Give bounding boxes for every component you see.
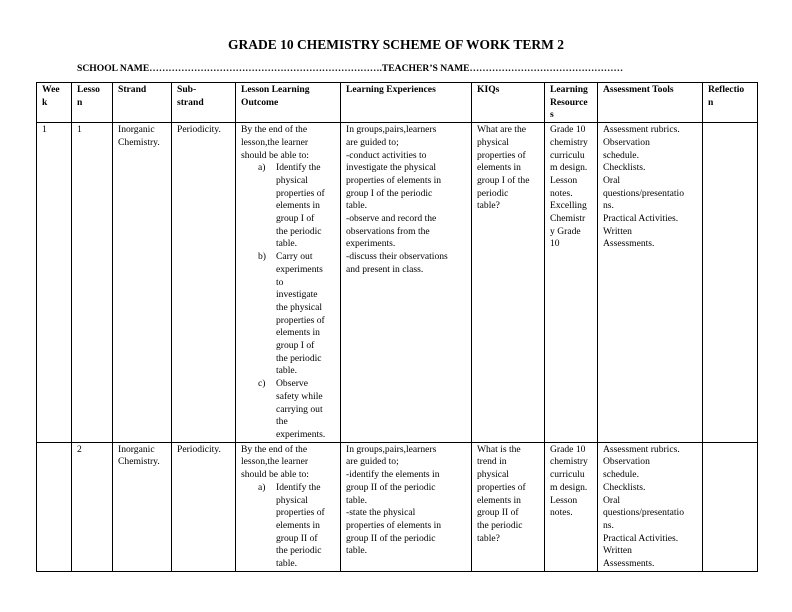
item-text: Carry out experiments to investigate the physical properties of elements in group I of the periodic table. [276, 251, 325, 377]
header-week: Wee k [37, 83, 72, 123]
outcome-item [241, 251, 335, 378]
substrand-cell: Periodicity. [172, 442, 236, 571]
lesson-cell: 1 [72, 123, 113, 443]
table-row [37, 442, 758, 571]
item-text: Observe safety while carrying out the experiments. [276, 378, 326, 440]
kiqs-cell: What is the trend in physical properties of elements in group II of the periodic table? [472, 442, 545, 571]
outcome-cell [236, 123, 341, 443]
header-row [37, 83, 758, 123]
experiences-cell: In groups,pairs,learners are guided to; -identify the elements in group II of the periodic table. -state the physical properties of elements in group II of the periodic table. [341, 442, 472, 571]
table-row [37, 123, 758, 443]
header-resources: Learning Resource s [545, 83, 598, 123]
scheme-of-work-table [36, 82, 758, 572]
item-marker: c) [258, 378, 266, 390]
header-lesson: Lesso n [72, 83, 113, 123]
assessment-cell: Assessment rubrics. Observation schedule. Checklists. Oral questions/presentatio ns. Practical Activities. Written Assessments. [598, 442, 703, 571]
outcome-item [241, 482, 335, 571]
outcome-item [241, 378, 335, 442]
outcome-cell [236, 442, 341, 571]
outcome-intro: By the end of the lesson,the learner should be able to: [241, 124, 309, 161]
header-experiences: Learning Experiences [341, 83, 472, 123]
header-reflection: Reflectio n [703, 83, 758, 123]
strand-cell: Inorganic Chemistry. [113, 123, 172, 443]
week-cell: 1 [37, 123, 72, 443]
header-substrand: Sub- strand [172, 83, 236, 123]
lesson-cell: 2 [72, 442, 113, 571]
header-assessment: Assessment Tools [598, 83, 703, 123]
item-marker: a) [258, 481, 266, 493]
item-marker: a) [258, 162, 266, 174]
strand-cell: Inorganic Chemistry. [113, 442, 172, 571]
kiqs-cell: What are the physical properties of elements in group I of the periodic table? [472, 123, 545, 443]
reflection-cell [703, 442, 758, 571]
assessment-cell: Assessment rubrics. Observation schedule. Checklists. Oral questions/presentatio ns. Practical Activities. Written Assessments. [598, 123, 703, 443]
experiences-cell: In groups,pairs,learners are guided to; -conduct activities to investigate the physical properties of elements in group I of the periodic table. -observe and record the observations from the experiments. -discuss their observations and present in class. [341, 123, 472, 443]
reflection-cell [703, 123, 758, 443]
week-cell [37, 442, 72, 571]
resources-cell: Grade 10 chemistry curriculu m design. Lesson notes. [545, 442, 598, 571]
header-outcome: Lesson Learning Outcome [236, 83, 341, 123]
document-title: GRADE 10 CHEMISTRY SCHEME OF WORK TERM 2 [228, 37, 564, 52]
header-kiqs: KIQs [472, 83, 545, 123]
item-text: Identify the physical properties of elements in group I of the periodic table. [276, 162, 325, 250]
item-text: Identify the physical properties of elements in group II of the periodic table. [276, 481, 325, 570]
item-marker: b) [258, 251, 266, 263]
outcome-intro: By the end of the lesson,the learner should be able to: [241, 443, 309, 481]
resources-cell: Grade 10 chemistry curriculu m design. Lesson notes. Excelling Chemistr y Grade 10 [545, 123, 598, 443]
substrand-cell: Periodicity. [172, 123, 236, 443]
outcome-item [241, 162, 335, 251]
header-strand: Strand [113, 83, 172, 123]
school-teacher-line: SCHOOL NAME……………………………………………………………….TEACHER’S NAME………………………………………… [77, 63, 624, 74]
